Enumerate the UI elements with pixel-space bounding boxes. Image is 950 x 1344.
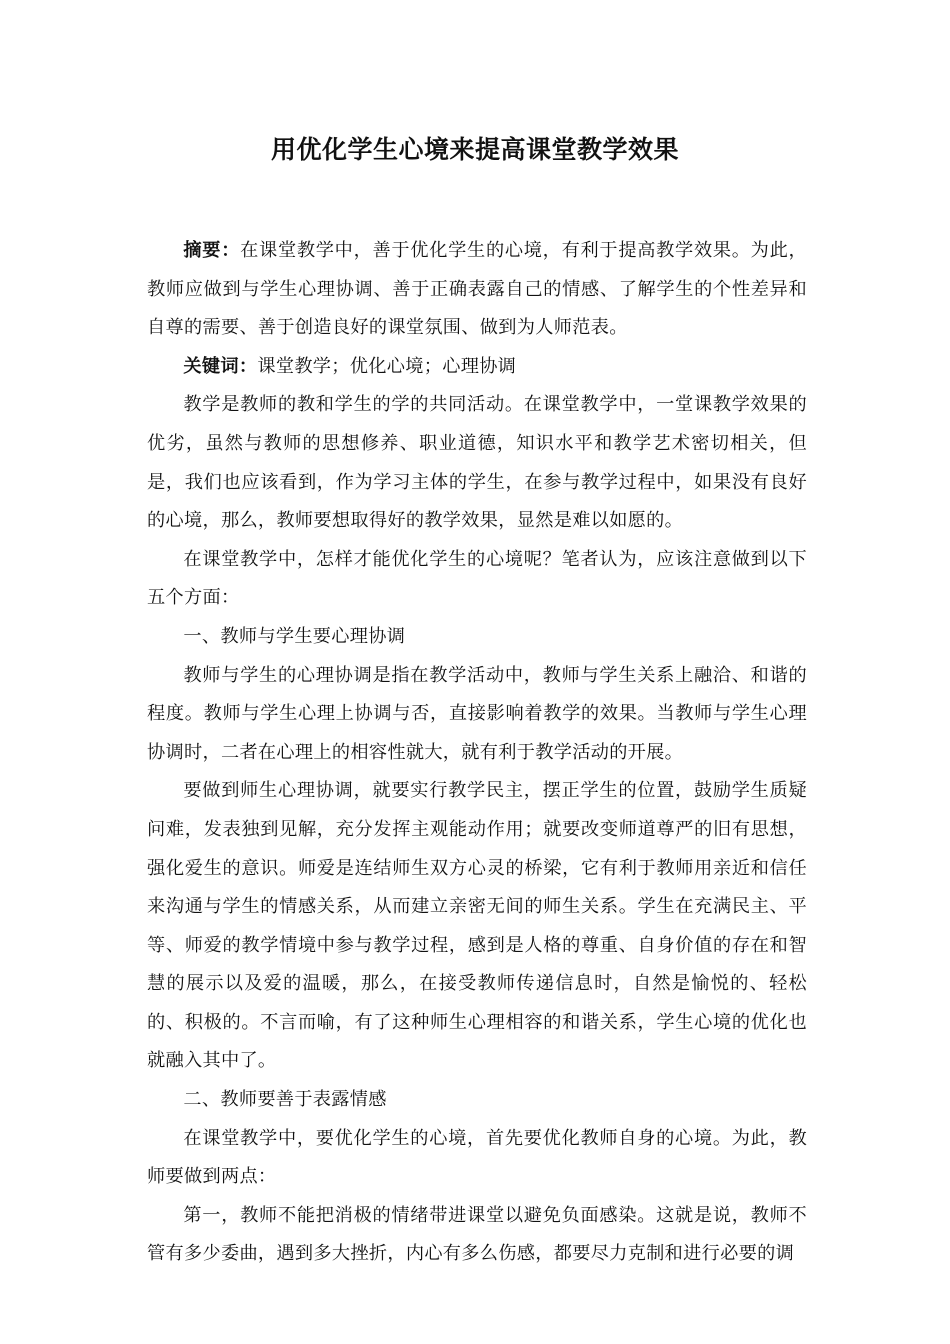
abstract-text: 在课堂教学中，善于优化学生的心境，有利于提高教学效果。为此，教师应做到与学生心理协调、善于正确表露自己的情感、了解学生的个性差异和自尊的需要、善于创造良好的课堂氛围、做到为人师范表。 <box>147 240 807 339</box>
body-paragraph: 要做到师生心理协调，就要实行教学民主，摆正学生的位置，鼓励学生质疑问难，发表独到见解，充分发挥主观能动作用；就要改变师道尊严的旧有思想，强化爱生的意识。师爱是连结师生双方心灵的桥梁，它有利于教师用亲近和信任来沟通与学生的情感关系，从而建立亲密无间的师生关系。学生在充满民主、平等、师爱的教学情境中参与教学过程，感到是人格的尊重、自身价值的存在和智慧的展示以及爱的温暖，那么，在接受教师传递信息时，自然是愉悦的、轻松的、积极的。不言而喻，有了这种师生心理相容的和谐关系，学生心境的优化也就融入其中了。 <box>147 780 807 1072</box>
body-paragraph: 教师与学生的心理协调是指在教学活动中，教师与学生关系上融洽、和谐的程度。教师与学生心理上协调与否，直接影响着教学的效果。当教师与学生心理协调时，二者在心理上的相容性就大，就有利于教学活动的开展。 <box>147 664 807 763</box>
section-heading: 二、教师要善于表露情感 <box>183 1089 387 1111</box>
intro-paragraph: 教学是教师的教和学生的学的共同活动。在课堂教学中，一堂课教学效果的优劣，虽然与教师的思想修养、职业道德，知识水平和教学艺术密切相关，但是，我们也应该看到，作为学习主体的学生，在参与教学过程中，如果没有良好的心境，那么，教师要想取得好的教学效果，显然是难以如愿的。 <box>147 394 807 532</box>
abstract-label: 摘要： <box>183 240 241 261</box>
body-paragraph: 第一，教师不能把消极的情绪带进课堂以避免负面感染。这就是说，教师不管有多少委曲，遇到多大挫折，内心有多么伤感，都要尽力克制和进行必要的调 <box>147 1204 807 1265</box>
intro-paragraph: 在课堂教学中，怎样才能优化学生的心境呢？笔者认为，应该注意做到以下五个方面： <box>147 548 807 609</box>
body-paragraph: 在课堂教学中，要优化学生的心境，首先要优化教师自身的心境。为此，教师要做到两点： <box>147 1127 807 1188</box>
document-body <box>147 232 807 1274</box>
keywords-label: 关键词： <box>183 355 258 377</box>
document-title: 用优化学生心境来提高课堂教学效果 <box>270 135 679 164</box>
abstract <box>147 232 807 348</box>
section-heading: 一、教师与学生要心理协调 <box>183 625 406 647</box>
keywords-text: 课堂教学；优化心境；心理协调 <box>257 355 517 377</box>
keywords <box>147 348 807 387</box>
